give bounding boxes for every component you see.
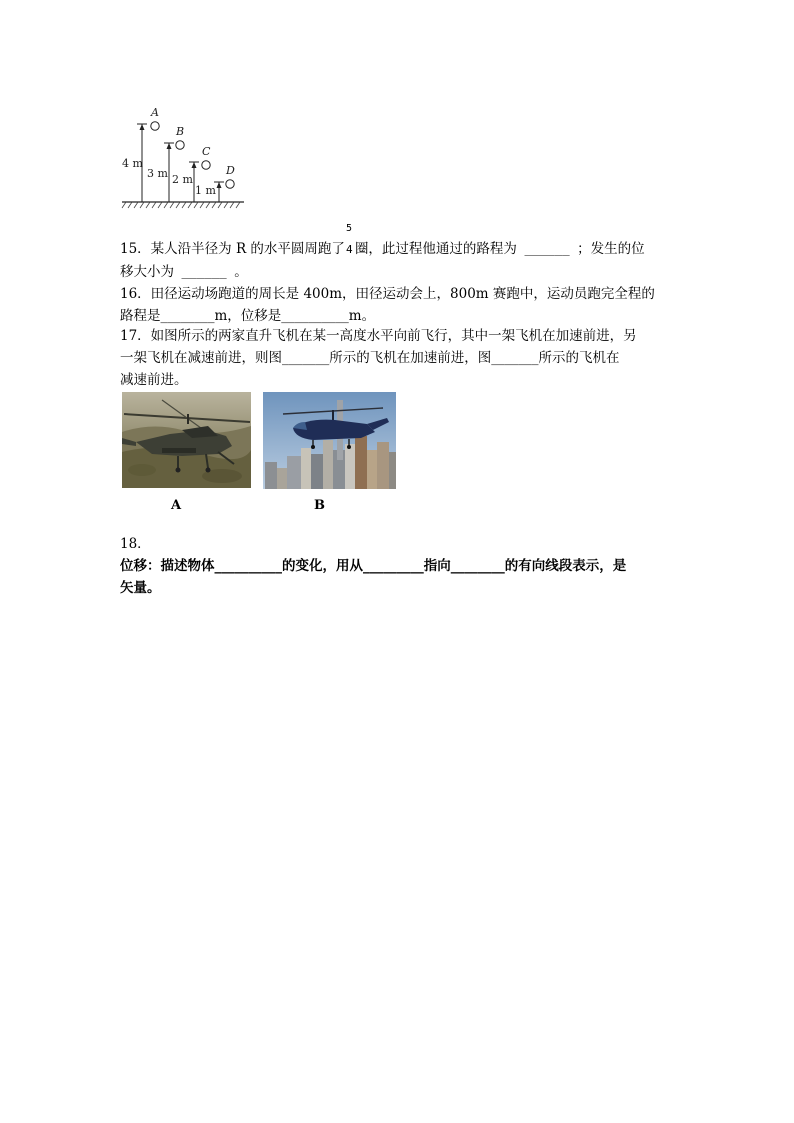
helicopter-photo-a — [122, 392, 251, 488]
question-15-line-1 — [120, 223, 680, 261]
q15-line2-end: 。 — [234, 264, 248, 280]
photo-label-a: A — [171, 498, 182, 513]
question-17-line-3: 减速前进。 — [120, 372, 188, 388]
photo-label-b: B — [314, 498, 325, 513]
question-18-line-2: 矢量。 — [120, 580, 161, 596]
height-label-1m: 1 m — [195, 184, 216, 197]
fraction-numerator: 5 — [345, 223, 352, 234]
question-16-line-2: 路程是________m，位移是__________m。 — [120, 308, 376, 324]
question-15 — [120, 223, 680, 283]
height-label-4m: 4 m — [122, 157, 143, 170]
answer-blank: ______ — [516, 241, 578, 256]
question-18-number: 18． — [120, 536, 151, 552]
q15-text-after: 圈，此过程他通过的路程为 — [354, 241, 517, 257]
q15-text: 15．某人沿半径为 R 的水平圆周跑了 — [120, 241, 345, 257]
question-15-line-2 — [120, 261, 680, 283]
height-diagram — [118, 104, 250, 216]
q15-text-mid: ；发生的位 — [577, 241, 645, 257]
question-16-line-1: 16．田径运动场跑道的周长是 400m，田径运动会上，800m 赛跑中，运动员跑完全程的 — [120, 286, 655, 302]
question-18 — [120, 533, 680, 599]
question-17-line-2: 一架飞机在减速前进，则图_______所示的飞机在加速前进，图_______所示的飞机在 — [120, 350, 620, 366]
point-label-d: D — [226, 164, 235, 177]
height-label-3m: 3 m — [147, 167, 168, 180]
point-label-a: A — [151, 106, 159, 119]
fraction-denominator: 4 — [345, 243, 353, 256]
helicopter-photo-b — [263, 392, 396, 489]
point-label-c: C — [202, 145, 211, 158]
point-label-b: B — [176, 125, 185, 138]
q15-line2-text: 移大小为 — [120, 264, 174, 280]
answer-blank: ______ — [174, 264, 235, 279]
question-17-line-1: 17．如图所示的两家直升飞机在某一高度水平向前飞行，其中一架飞机在加速前进，另 — [120, 328, 637, 344]
question-17 — [120, 325, 680, 391]
fraction-five-quarters — [345, 223, 354, 261]
question-18-line-1: 位移：描述物体__________的变化，用从_________指向________的有向线段表示，是 — [120, 558, 627, 574]
question-16 — [120, 283, 680, 327]
height-label-2m: 2 m — [172, 173, 193, 186]
